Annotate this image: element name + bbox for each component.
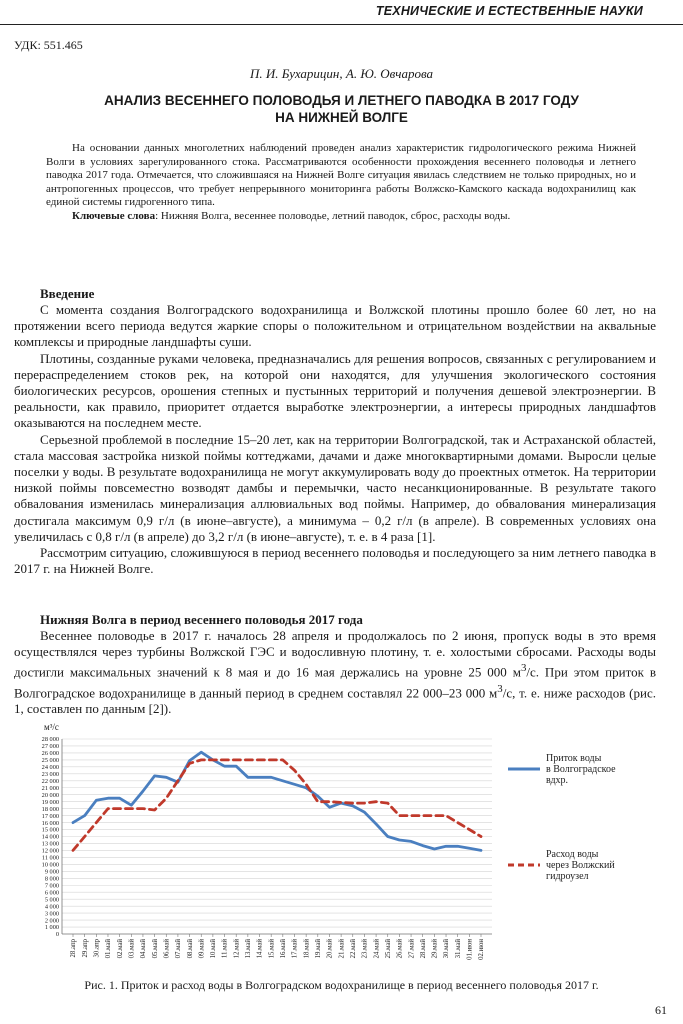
legend-label: гидроузел [546, 871, 589, 882]
y-tick-label: 2 000 [44, 917, 59, 925]
y-tick-label: 19 000 [41, 798, 59, 806]
x-tick-label: 22.май [349, 939, 357, 959]
section2-text-a: Весеннее половодье в 2017 г. началось 28 апреля и продолжалось по 2 июня, пропуск воды в это время осуществлялся через турбины Волжской ГЭС и водосливную плотину, т. е. холостыми сбросами. Расходы воды достигли максимальных значений к 8 мая и до 16 мая держались на уровне 25 000 м [14, 628, 656, 680]
x-tick-label: 02.июн [478, 939, 486, 960]
x-tick-label: 01.май [105, 939, 113, 959]
page-number: 61 [655, 1003, 667, 1017]
y-tick-label: 26 000 [41, 750, 59, 758]
x-tick-label: 31.май [454, 939, 462, 959]
y-tick-label: 4 000 [44, 903, 59, 911]
x-tick-label: 12.май [233, 939, 241, 959]
section2-text-b: /с. При этом приток в Волгоградское водохранилище в данный период в среднем составлял 22 000–23 000 м [14, 664, 656, 701]
series-line-discharge [73, 760, 481, 851]
x-tick-label: 25.май [384, 939, 392, 959]
x-tick-label: 01.июн [466, 939, 474, 960]
y-tick-label: 1 000 [44, 924, 59, 932]
y-tick-label: 28 000 [41, 736, 59, 744]
x-tick-label: 19.май [315, 939, 322, 959]
journal-header-band [0, 0, 683, 25]
x-tick-label: 23.май [361, 939, 369, 959]
x-tick-label: 17.май [291, 939, 299, 959]
x-tick-label: 29.апр [81, 939, 89, 958]
y-tick-label: 24 000 [41, 764, 59, 772]
x-tick-label: 28.апр [70, 939, 78, 958]
keywords-text: : Нижняя Волга, весеннее половодье, летний паводок, сброс, расходы воды. [155, 209, 511, 222]
x-tick-label: 16.май [280, 939, 288, 959]
section2-body [14, 628, 656, 718]
figure-1-chart [14, 718, 669, 973]
y-tick-label: 16 000 [41, 819, 59, 827]
x-tick-label: 21.май [338, 939, 346, 959]
x-tick-label: 10.май [210, 939, 218, 959]
y-tick-label: 20 000 [41, 791, 59, 799]
y-tick-label: 3 000 [44, 910, 59, 918]
y-tick-label: 11 000 [41, 854, 59, 862]
intro-paragraph-1: С момента создания Волгоградского водохранилища и Волжской плотины прошло более 60 лет, но на протяжении всего периода ведутся жаркие споры о положительном и отрицательном воздействии на аквальные комплексы и природные ландшафты суши. [14, 302, 656, 350]
x-tick-label: 14.май [256, 939, 264, 959]
journal-section-title: ТЕХНИЧЕСКИЕ И ЕСТЕСТВЕННЫЕ НАУКИ [375, 4, 643, 18]
legend-label: вдхр. [546, 775, 569, 786]
x-tick-label: 06.май [163, 939, 171, 959]
x-tick-label: 03.май [128, 939, 136, 959]
x-tick-label: 13.май [245, 939, 253, 959]
x-tick-label: 18.май [303, 939, 311, 959]
y-tick-label: 15 000 [41, 826, 59, 834]
y-tick-label: 10 000 [41, 861, 59, 869]
y-tick-label: 13 000 [41, 840, 59, 848]
title-line-2: НА НИЖНЕЙ ВОЛГЕ [275, 110, 408, 125]
abstract [46, 142, 636, 224]
intro-heading: Введение [40, 286, 95, 301]
y-tick-label: 6 000 [44, 889, 59, 897]
x-tick-label: 27.май [408, 939, 416, 959]
section2-text-c: /с, т. е. ниже расходов (рис. 1, составлен по данным [2]). [14, 685, 656, 717]
udk-code: УДК: 551.465 [14, 38, 83, 52]
y-tick-label: 21 000 [41, 784, 59, 792]
legend-label: Расход воды [546, 849, 599, 860]
x-tick-label: 26.май [396, 939, 404, 959]
article-authors: П. И. Бухарицин, А. Ю. Овчарова [249, 66, 434, 81]
article-title [40, 92, 643, 126]
legend-label: Приток воды [546, 753, 602, 764]
legend-label: в Волгоградское [546, 764, 616, 775]
x-tick-label: 02.май [116, 939, 124, 959]
legend-label: через Волжский [546, 860, 615, 871]
keywords-paragraph [46, 210, 636, 224]
y-tick-label: 0 [55, 931, 59, 939]
intro-paragraph-4: Рассмотрим ситуацию, сложившуюся в период весеннего половодья и последующего за ним летнего паводка в 2017 г. на Нижней Волге. [14, 545, 656, 577]
x-tick-label: 04.май [140, 939, 148, 959]
intro-paragraph-3: Серьезной проблемой в последние 15–20 лет, как на территории Волгоградской, так и Астраханской областей, стала массовая застройка низкой поймы коттеджами, дачами и даже многоквартирными домами. Выросли целые поселки у воды. В результате водохранилища не могут аккумулировать воду до проектных отметок. На территории низкой поймы повсеместно возводят дамбы и перемычки, часто несанкционированные. В результате такого обвалования изменилась минерализация аллювиальных вод поймы. Например, до обвалования минерализация достигала максимум 0,9 г/л (в июне–августе), а минимума – 0,2 г/л (в апреле). В современных условиях она увеличилась с 0,8 г/л (в апреле) до 3,2 г/л (в июне–августе), т. е. в 4 раза [1]. [14, 431, 656, 544]
y-tick-label: 8 000 [44, 875, 59, 883]
intro-body [14, 302, 656, 577]
title-line-1: АНАЛИЗ ВЕСЕННЕГО ПОЛОВОДЬЯ И ЛЕТНЕГО ПАВОДКА В 2017 ГОДУ [104, 93, 579, 108]
x-tick-label: 29.май [431, 939, 439, 959]
x-tick-label: 09.май [198, 939, 206, 959]
y-tick-label: 27 000 [41, 743, 59, 751]
x-tick-label: 24.май [373, 939, 381, 959]
x-tick-label: 28.май [419, 939, 427, 959]
y-tick-label: 25 000 [41, 757, 59, 765]
keywords-label: Ключевые слова [72, 209, 156, 222]
y-axis-label: м³/с [44, 722, 59, 732]
section2-heading: Нижняя Волга в период весеннего половодья 2017 года [40, 612, 363, 627]
y-tick-label: 5 000 [44, 896, 59, 904]
x-tick-label: 05.май [151, 939, 159, 959]
x-tick-label: 11.май [221, 939, 229, 959]
y-tick-label: 14 000 [41, 833, 59, 841]
figure-caption: Рис. 1. Приток и расход воды в Волгоградском водохранилище в период весеннего половодья 2017 г. [84, 978, 599, 992]
chart-svg [14, 718, 669, 973]
y-tick-label: 18 000 [41, 805, 59, 813]
x-tick-label: 08.май [186, 939, 194, 959]
section2-sup-a: 3 [520, 662, 527, 675]
x-tick-label: 30.май [443, 939, 451, 959]
y-tick-label: 17 000 [41, 812, 59, 820]
y-tick-label: 9 000 [44, 868, 59, 876]
abstract-text: На основании данных многолетних наблюдений проведен анализ характеристик гидрологического режима Нижней Волги в условиях зарегулированного стока. Рассматриваются особенности прохождения весеннего половодья и летнего паводка 2017 года. Отмечается, что сложившаяся на Нижней Волге ситуация явилась следствием не только природных, но и антропогенных процессов, что требует непрерывного мониторинга работы Волжско-Камского каскада водохранилищ как единой системы гидрогенного типа. [46, 142, 636, 209]
y-tick-label: 22 000 [41, 777, 59, 785]
section2-paragraph [14, 628, 656, 718]
y-tick-label: 7 000 [44, 882, 59, 890]
y-tick-label: 23 000 [41, 771, 59, 779]
y-tick-label: 12 000 [41, 847, 59, 855]
section2-sup-b: 3 [497, 682, 503, 695]
x-tick-label: 07.май [175, 939, 183, 959]
x-tick-label: 15.май [268, 939, 276, 959]
x-tick-label: 30.апр [93, 939, 101, 958]
intro-paragraph-2: Плотины, созданные руками человека, предназначались для решения вопросов, связанных с регулированием и перераспределением стоков рек, на которой они находятся, для улучшения экологического состояния биологических ресурсов, орошения степных и пустынных территорий и получения дешевой электроэнергии. В реальности, как правило, приоритет отдается выработке электроэнергии, а интересы природных ландшафтов оказываются на последнем месте. [14, 350, 656, 431]
x-tick-label: 20.май [326, 939, 334, 959]
